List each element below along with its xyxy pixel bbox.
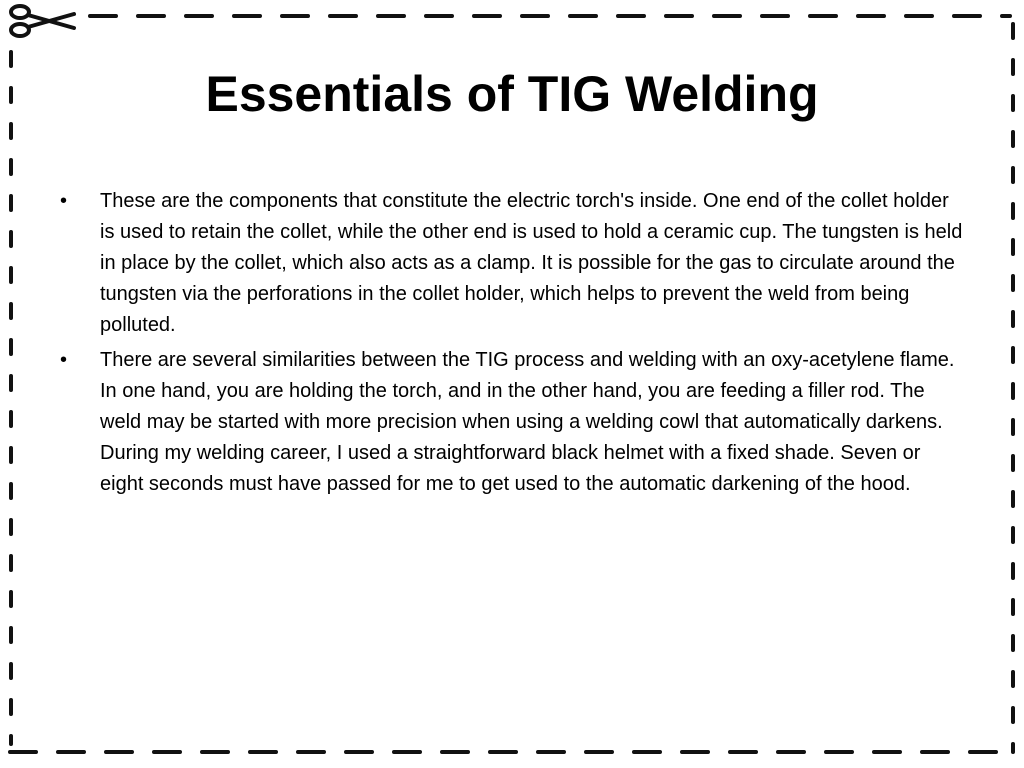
slide-title: Essentials of TIG Welding xyxy=(205,66,819,122)
list-item xyxy=(56,345,968,500)
bullet-text: There are several similarities between the TIG process and welding with an oxy-acetylene flame. In one hand, you are holding the torch, and in the other hand, you are feeding a filler rod. The weld may be started with more precision when using a welding cowl that automatically darkens. During my welding career, I used a straightforward black helmet with a fixed shade. Seven or eight seconds must have passed for me to get used to the automatic darkening of the hood. xyxy=(100,349,955,495)
bullet-list xyxy=(56,186,968,504)
list-item xyxy=(56,186,968,341)
bullet-text: These are the components that constitute the electric torch's inside. One end of the collet holder is used to retain the collet, while the other end is used to hold a ceramic cup. The tungsten is held in place by the collet, which also acts as a clamp. It is possible for the gas to circulate around the tungsten via the perforations in the collet holder, which helps to prevent the weld from being polluted. xyxy=(100,190,963,336)
bullet-mark: • xyxy=(60,349,68,371)
scissors-icon xyxy=(11,6,74,36)
bullet-mark: • xyxy=(60,190,68,212)
